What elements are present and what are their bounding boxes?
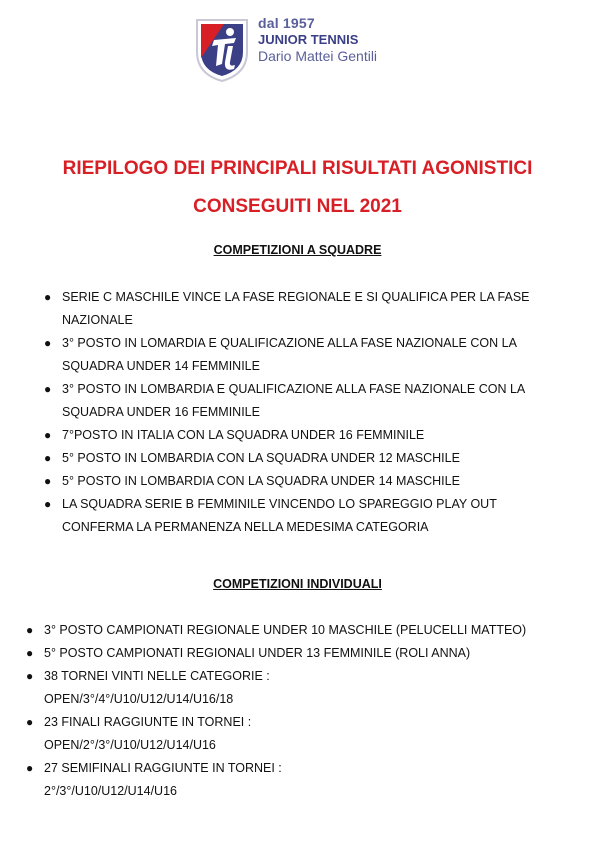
bullet-icon: ● xyxy=(44,497,52,511)
bullet-icon: ● xyxy=(44,382,52,396)
bullet-icon: ● xyxy=(44,451,52,465)
bullet-icon: ● xyxy=(26,669,34,683)
list-item-continuation: OPEN/3°/4°/U10/U12/U14/U16/18 xyxy=(44,692,234,706)
list-item-text: 3° POSTO IN LOMARDIA E QUALIFICAZIONE ALLA FASE NAZIONALE CON LA xyxy=(62,336,517,350)
list-item xyxy=(44,447,554,470)
team-competitions-heading: COMPETIZIONI A SQUADRE xyxy=(213,243,382,257)
bullet-icon: ● xyxy=(44,428,52,442)
list-item xyxy=(26,757,566,803)
list-item-text: 3° POSTO IN LOMBARDIA E QUALIFICAZIONE ALLA FASE NAZIONALE CON LA xyxy=(62,382,526,396)
list-item-continuation: SQUADRA UNDER 16 FEMMINILE xyxy=(62,405,260,419)
bullet-icon: ● xyxy=(26,761,34,775)
bullet-icon: ● xyxy=(44,290,52,304)
bullet-icon: ● xyxy=(44,336,52,350)
bullet-icon: ● xyxy=(26,646,34,660)
page-title-line1: RIEPILOGO DEI PRINCIPALI RISULTATI AGONISTICI xyxy=(62,158,533,179)
list-item xyxy=(26,665,566,711)
list-item-continuation: 2°/3°/U10/U12/U14/U16 xyxy=(44,784,177,798)
list-item xyxy=(26,619,566,642)
list-item-text: 27 SEMIFINALI RAGGIUNTE IN TORNEI : xyxy=(44,761,282,775)
list-item-text: 38 TORNEI VINTI NELLE CATEGORIE : xyxy=(44,669,270,683)
club-logo xyxy=(192,14,377,84)
list-item-text: 7°POSTO IN ITALIA CON LA SQUADRA UNDER 16 FEMMINILE xyxy=(62,428,425,442)
bullet-icon: ● xyxy=(44,474,52,488)
page-title-line2: CONSEGUITI NEL 2021 xyxy=(193,196,402,217)
team-results-list xyxy=(44,286,554,539)
list-item xyxy=(44,378,554,424)
list-item-text: 5° POSTO CAMPIONATI REGIONALI UNDER 13 FEMMINILE (ROLI ANNA) xyxy=(44,646,471,660)
logo-since: dal 1957 xyxy=(258,15,315,31)
list-item xyxy=(44,424,554,447)
list-item-text: 5° POSTO IN LOMBARDIA CON LA SQUADRA UNDER 14 MASCHILE xyxy=(62,474,460,488)
list-item-text: SERIE C MASCHILE VINCE LA FASE REGIONALE E SI QUALIFICA PER LA FASE xyxy=(62,290,530,304)
list-item xyxy=(26,642,566,665)
list-item xyxy=(26,711,566,757)
logo-club-name: JUNIOR TENNIS xyxy=(258,32,359,47)
list-item-continuation: SQUADRA UNDER 14 FEMMINILE xyxy=(62,359,260,373)
list-item xyxy=(44,470,554,493)
list-item-continuation: CONFERMA LA PERMANENZA NELLA MEDESIMA CATEGORIA xyxy=(62,520,429,534)
shield-logo-icon xyxy=(192,14,252,84)
list-item-text: 3° POSTO CAMPIONATI REGIONALE UNDER 10 MASCHILE (PELUCELLI MATTEO) xyxy=(44,623,527,637)
list-item xyxy=(44,332,554,378)
list-item-text: LA SQUADRA SERIE B FEMMINILE VINCENDO LO SPAREGGIO PLAY OUT xyxy=(62,497,497,511)
bullet-icon: ● xyxy=(26,623,34,637)
individual-competitions-heading: COMPETIZIONI INDIVIDUALI xyxy=(213,577,382,591)
individual-results-list xyxy=(26,619,566,803)
list-item-text: 23 FINALI RAGGIUNTE IN TORNEI : xyxy=(44,715,252,729)
list-item-continuation: OPEN/2°/3°/U10/U12/U14/U16 xyxy=(44,738,216,752)
bullet-icon: ● xyxy=(26,715,34,729)
list-item-text: 5° POSTO IN LOMBARDIA CON LA SQUADRA UNDER 12 MASCHILE xyxy=(62,451,460,465)
list-item xyxy=(44,493,554,539)
logo-subtitle: Dario Mattei Gentili xyxy=(258,48,378,64)
list-item xyxy=(44,286,554,332)
list-item-continuation: NAZIONALE xyxy=(62,313,133,327)
